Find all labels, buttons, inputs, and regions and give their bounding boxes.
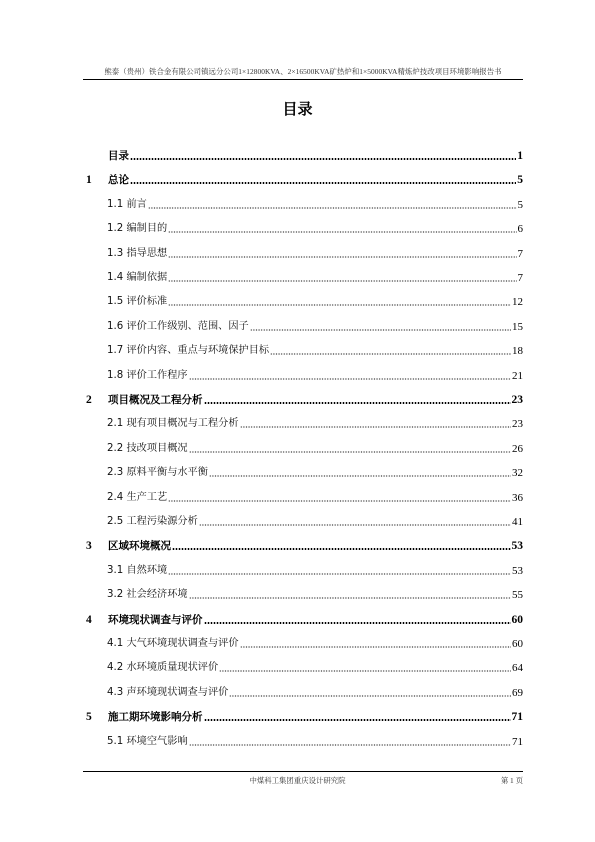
toc-entry-label: 项目概况及工程分析 [108,394,203,406]
toc-entry-label: 1.5 评价标准 [107,296,168,308]
toc-section-entry[interactable] [107,636,523,652]
toc-section-entry[interactable] [107,587,523,603]
toc-page-number: 12 [512,296,523,309]
toc-dot-leader [172,547,511,551]
toc-page-number: 26 [512,442,523,455]
toc-chapter-entry[interactable] [86,709,523,725]
toc-entry-label: 2.1 现有项目概况与工程分析 [107,418,239,430]
toc-entry-label: 1.6 评价工作级别、范围、因子 [107,320,249,332]
toc-chapter-entry[interactable] [86,172,523,188]
toc-page-number: 71 [512,735,523,748]
toc-dot-leader [199,523,511,527]
toc-dot-leader [189,377,511,381]
toc-section-entry[interactable] [107,294,523,310]
toc-entry-label: 环境现状调查与评价 [108,613,203,626]
toc-chapter-number: 2 [86,394,92,406]
toc-entry-label: 3.1 自然环境 [107,564,168,576]
toc-entry-label: 2.5 工程污染源分析 [107,516,198,527]
toc-section-entry[interactable] [107,197,523,213]
toc-page-number: 5 [517,198,523,211]
toc-dot-leader [204,401,511,405]
footer-organization: 中煤科工集团重庆设计研究院 [249,776,346,785]
toc-page-number: 41 [512,516,523,528]
toc-entry-label: 1.3 指导思想 [107,247,168,259]
toc-chapter-number: 1 [86,174,92,187]
toc-entry-label: 1.2 编制目的 [107,223,168,235]
toc-dot-leader [130,157,516,161]
toc-entry-label: 施工期环境影响分析 [108,711,203,724]
toc-section-entry[interactable] [107,270,523,286]
toc-dot-leader [219,669,511,673]
toc-entry-label: 2.3 原料平衡与水平衡 [107,467,208,479]
toc-section-entry[interactable] [107,246,523,262]
toc-entry-label: 4.3 声环境现状调查与评价 [107,686,229,698]
toc-dot-leader [168,230,516,234]
toc-entry-label: 1.4 编制依据 [107,272,168,283]
toc-page-number: 7 [517,272,523,284]
toc-entry-label: 1.7 评价内容、重点与环境保护目标 [107,345,270,357]
toc-section-entry[interactable] [107,343,523,359]
page-title: 目录 [282,100,313,118]
toc-dot-leader [250,328,511,332]
toc-section-entry[interactable] [107,221,523,237]
toc-page-number: 60 [511,613,523,626]
toc-page-number: 18 [512,345,523,358]
toc-page-number: 7 [517,247,523,260]
toc-section-entry[interactable] [107,465,523,481]
toc-dot-leader [130,181,516,185]
toc-section-entry[interactable] [107,368,523,384]
toc-entry-label: 5.1 环境空气影响 [107,735,188,747]
toc-section-entry[interactable] [107,319,523,335]
toc-page-number: 1 [517,150,523,162]
toc-dot-leader [209,474,511,478]
toc-chapter-entry[interactable] [86,392,523,408]
toc-chapter-number: 5 [86,711,92,724]
toc-section-entry[interactable] [107,563,523,579]
footer-divider [83,771,523,772]
toc-dot-leader [189,743,511,747]
toc-dot-leader [168,303,511,307]
toc-entry-label: 1.1 前言 [107,198,147,210]
toc-section-entry[interactable] [107,514,523,530]
toc-page-number: 15 [512,320,523,333]
toc-entry-label: 2.2 技改项目概况 [107,442,188,454]
toc-dot-leader [229,694,511,698]
toc-dot-leader [168,279,516,283]
toc-dot-leader [168,499,511,503]
toc-page-number: 71 [511,711,523,724]
toc-entry-label: 目录 [108,150,129,162]
toc-page-number: 55 [512,589,523,602]
toc-section-entry[interactable] [107,416,523,432]
toc-section-entry[interactable] [107,734,523,750]
toc-entry-label: 3.2 社会经济环境 [107,589,188,601]
toc-section-entry[interactable] [107,490,523,506]
toc-chapter-number: 3 [86,540,92,553]
toc-page-number: 32 [512,467,523,480]
toc-entry-label: 区域环境概况 [108,540,171,553]
toc-chapter-entry[interactable] [86,148,523,164]
toc-section-entry[interactable] [107,660,523,676]
toc-chapter-entry[interactable] [86,538,523,554]
toc-chapter-number: 4 [86,613,92,626]
toc-page-number: 36 [512,491,523,504]
toc-page-number: 21 [512,369,523,382]
toc-page-number: 53 [512,564,523,577]
toc-page-number: 53 [511,540,523,553]
toc-dot-leader [240,425,511,429]
toc-page-number: 6 [517,223,523,236]
running-header: 熊泰（贵州）铁合金有限公司镇远分公司1×12800KVA、2×16500KVA矿热炉和1×5000KVA精炼炉技改项目环境影响报告书 [104,67,502,76]
toc-chapter-entry[interactable] [86,612,523,628]
toc-section-entry[interactable] [107,441,523,457]
toc-page-number: 60 [512,638,523,650]
toc-entry-label: 1.8 评价工作程序 [107,369,188,381]
toc-page-number: 64 [512,662,523,675]
toc-section-entry[interactable] [107,685,523,701]
toc-entry-label: 4.2 水环境质量现状评价 [107,662,219,674]
toc-page-number: 23 [511,394,523,406]
footer-page-number: 第 1 页 [500,776,523,785]
toc-entry-label: 4.1 大气环境现状调查与评价 [107,638,239,649]
toc-dot-leader [204,621,511,625]
toc-page-number: 5 [517,174,523,187]
toc-page-number: 23 [512,418,523,431]
toc-entry-label: 2.4 生产工艺 [107,491,168,503]
toc-dot-leader [204,718,511,722]
toc-dot-leader [189,450,511,454]
toc-dot-leader [270,352,511,356]
toc-dot-leader [148,206,517,210]
toc-dot-leader [189,596,511,600]
toc-dot-leader [240,645,511,649]
toc-dot-leader [168,255,516,259]
toc-dot-leader [168,572,511,576]
toc-entry-label: 总论 [108,174,129,187]
toc-page-number: 69 [512,686,523,699]
